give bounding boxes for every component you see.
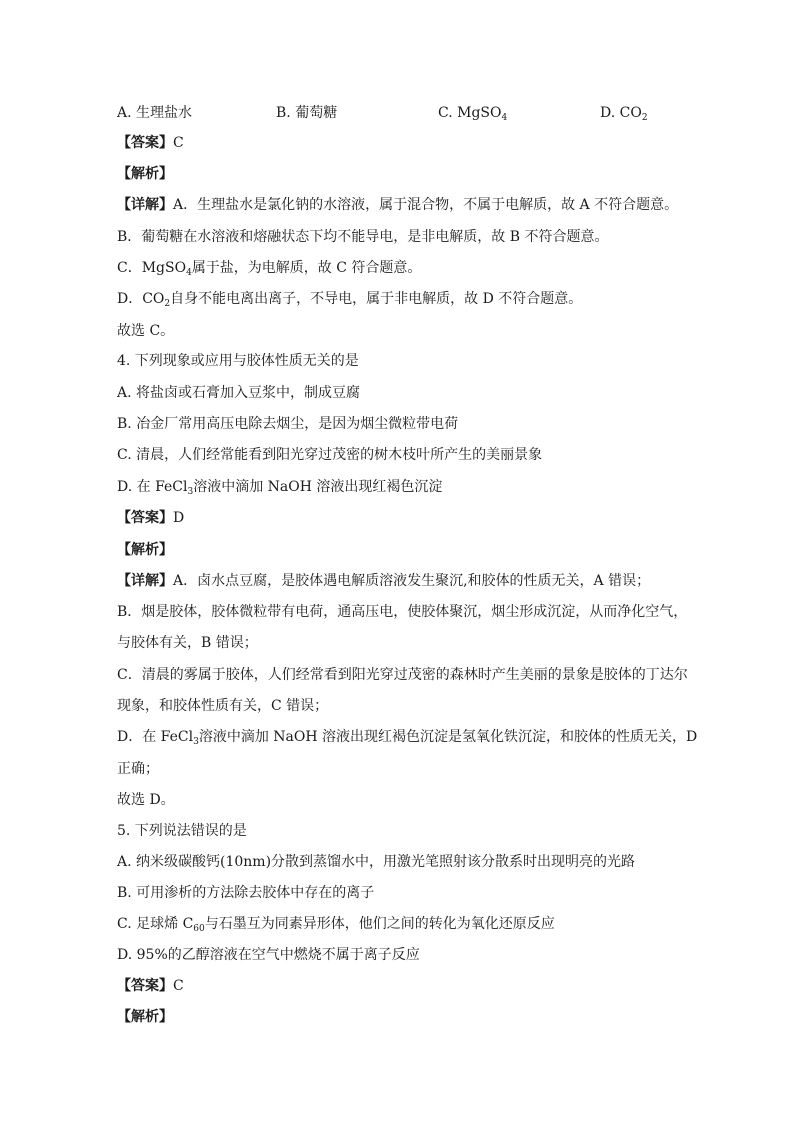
q3-analysis-label: 【解析】 [117,166,173,182]
q3-detail-a [117,196,678,214]
q3-option-d-subscript: 2 [641,113,648,123]
q3-detail-b: B．葡萄糖在水溶液和熔融状态下均不能导电，是非电解质，故 B 不符合题意。 [117,229,609,245]
q3-detail-c [117,259,421,277]
q5-option-c [117,915,555,933]
q4-detail-c-line1: C．清晨的雾属于胶体，人们经常看到阳光穿过茂密的森林时产生美丽的景象是胶体的丁达尔 [117,667,688,683]
q5-stem: 5. 下列说法错误的是 [117,823,247,839]
q3-detail-d [117,290,582,308]
q5-option-a: A. 纳米级碳酸钙(10nm)分散到蒸馏水中，用激光笔照射该分散系时出现明亮的光路 [117,854,636,870]
q4-option-d-pre: D. 在 FeCl [117,479,188,495]
detail-label: 【详解】 [117,573,173,589]
answer-label: 【答案】 [117,510,173,526]
q4-option-c: C. 清晨，人们经常能看到阳光穿过茂密的树木枝叶所产生的美丽景象 [117,447,543,463]
answer-value: C [173,978,184,994]
answer-label: 【答案】 [117,135,173,151]
q3-option-c [438,104,507,122]
answer-value: C [173,135,184,151]
q4-option-b: B. 冶金厂常用高压电除去烟尘，是因为烟尘微粒带电荷 [117,416,459,432]
q3-answer [117,134,184,152]
q3-option-c-text: C. MgSO [438,105,502,121]
q4-detail-d-line1 [117,728,697,746]
q4-detail-d-line2: 正确； [117,761,159,777]
q4-option-d-post: 溶液中滴加 NaOH 溶液出现红褐色沉淀 [193,479,443,495]
q4-detail-a-text: A．卤水点豆腐，是胶体遇电解质溶液发生聚沉,和胶体的性质无关，A 错误； [173,573,651,589]
q3-detail-c-subscript: 4 [186,268,192,278]
q4-option-d [117,478,442,496]
q4-option-d-subscript: 3 [187,487,194,497]
answer-label: 【答案】 [117,978,173,994]
q5-option-c-pre: C. 足球烯 C [117,916,194,932]
q4-stem: 4. 下列现象或应用与胶体性质无关的是 [117,353,359,369]
q3-detail-a-text: A．生理盐水是氯化钠的水溶液，属于混合物，不属于电解质，故 A 不符合题意。 [173,197,679,213]
answer-value: D [173,510,185,526]
q4-detail-b-line2: 与胶体有关，B 错误； [117,635,258,651]
q4-analysis-label: 【解析】 [117,542,173,558]
q3-detail-c-pre: C．MgSO [117,260,187,276]
detail-label: 【详解】 [117,197,173,213]
q3-detail-c-post: 属于盐，为电解质，故 C 符合题意。 [191,260,422,276]
q3-conclusion: 故选 C。 [117,323,175,339]
q3-detail-d-post: 自身不能电离出离子，不导电，属于非电解质，故 D 不符合题意。 [170,291,583,307]
q3-option-a: A. 生理盐水 [117,105,193,121]
q4-detail-d-pre: D．在 FeCl [117,729,194,745]
q3-option-d-text: D. CO [600,105,642,121]
q3-option-b: B. 葡萄糖 [276,105,338,121]
q3-option-d [600,104,648,122]
q5-analysis-label: 【解析】 [117,1009,173,1025]
q3-detail-d-pre: D．CO [117,291,165,307]
q4-conclusion: 故选 D。 [117,792,175,808]
q5-option-b: B. 可用渗析的方法除去胶体中存在的离子 [117,885,375,901]
q5-option-d: D. 95%的乙醇溶液在空气中燃烧不属于离子反应 [117,947,420,963]
q3-detail-d-subscript: 2 [164,299,171,309]
q4-answer [117,509,184,527]
q4-detail-d-subscript: 3 [193,737,199,747]
q5-option-c-post: 与石墨互为同素异形体，他们之间的转化为氧化还原反应 [204,916,555,932]
q4-detail-b-line1: B．烟是胶体，胶体微粒带有电荷，通高压电，使胶体聚沉，烟尘形成沉淀，从而净化空气， [117,604,688,620]
q4-option-a: A. 将盐卤或石膏加入豆浆中，制成豆腐 [117,385,361,401]
q3-option-c-subscript: 4 [501,113,508,123]
q5-answer [117,977,184,995]
q4-detail-d-post: 溶液中滴加 NaOH 溶液出现红褐色沉淀是氢氧化铁沉淀，和胶体的性质无关，D [198,729,698,745]
q5-option-c-subscript: 60 [193,924,205,934]
q4-detail-a [117,572,650,590]
q4-detail-c-line2: 现象，和胶体性质有关，C 错误； [117,698,329,714]
